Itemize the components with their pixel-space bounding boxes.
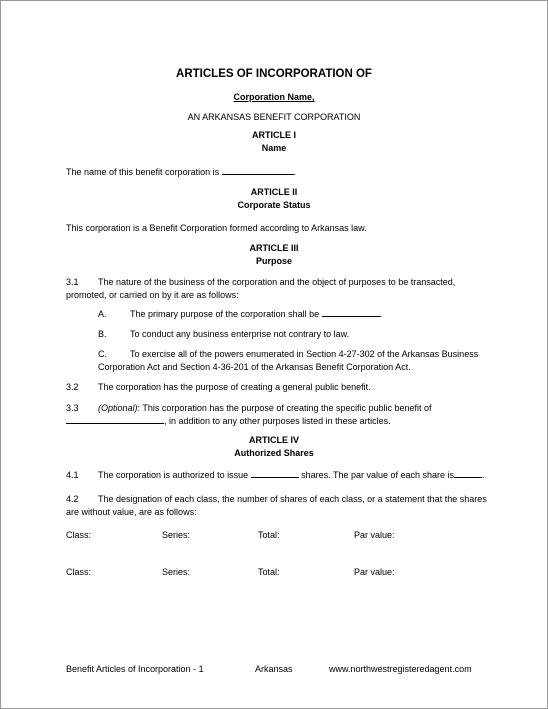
footer-left: Benefit Articles of Incorporation - 1 — [66, 664, 204, 674]
article-2-heading: Corporate Status — [237, 200, 311, 210]
primary-purpose-blank — [322, 308, 380, 317]
article-3-label: ARTICLE III — [249, 243, 299, 253]
article-1-heading: Name — [261, 143, 287, 153]
total-label: Total: — [258, 530, 280, 540]
par-value-label: Par value: — [354, 567, 395, 577]
article-1-text: The name of this benefit corporation is . — [66, 167, 297, 177]
document-title: ARTICLES OF INCORPORATION OF — [176, 68, 372, 80]
document-subtitle: AN ARKANSAS BENEFIT CORPORATION — [187, 112, 361, 122]
article-2-label: ARTICLE II — [250, 187, 298, 197]
section-3-2-text: The corporation has the purpose of creating a general public benefit. — [98, 382, 371, 392]
name-blank — [222, 166, 294, 175]
item-c-line1: To exercise all of the powers enumerated in Section 4-27-302 of the Arkansas Business — [130, 349, 479, 359]
item-a-letter: A. — [98, 309, 107, 319]
section-3-3-line2: , in addition to any other purposes listed in these articles. — [66, 415, 391, 427]
corporation-name: Corporation Name, — [233, 92, 315, 102]
item-a-text: The primary purpose of the corporation shall be . — [130, 309, 383, 319]
footer-state: Arkansas — [255, 664, 293, 674]
par-value-label: Par value: — [354, 530, 395, 540]
section-4-2-number: 4.2 — [66, 494, 79, 504]
total-label: Total: — [258, 567, 280, 577]
article-4-heading: Authorized Shares — [234, 448, 314, 458]
class-label: Class: — [66, 530, 92, 540]
section-3-2-number: 3.2 — [66, 382, 79, 392]
section-4-2-line2: are without value, are as follows: — [66, 507, 197, 517]
item-b-text: To conduct any business enterprise not contrary to law. — [130, 329, 350, 339]
item-c-letter: C. — [98, 349, 107, 359]
item-c-line2: Corporation Act and Section 4-36-201 of the Arkansas Benefit Corporation Act. — [98, 362, 411, 372]
series-label: Series: — [162, 567, 191, 577]
article-4-label: ARTICLE IV — [248, 435, 299, 445]
footer-website: www.northwestregisteredagent.com — [329, 664, 472, 674]
article-1-label: ARTICLE I — [252, 130, 296, 140]
par-value-blank — [454, 469, 482, 478]
section-4-2-line1: The designation of each class, the number of shares of each class, or a statement that the shares — [98, 494, 487, 504]
section-3-1-line1: The nature of the business of the corporation and the object of purposes to be transacted, — [98, 277, 456, 287]
section-3-1-number: 3.1 — [66, 277, 79, 287]
section-3-3-line1: (Optional): This corporation has the purpose of creating the specific public benefit of — [98, 403, 432, 413]
item-b-letter: B. — [98, 329, 107, 339]
section-3-3-number: 3.3 — [66, 403, 79, 413]
article-3-heading: Purpose — [255, 256, 292, 266]
series-label: Series: — [162, 530, 191, 540]
section-4-1-number: 4.1 — [66, 470, 79, 480]
shares-count-blank — [251, 469, 299, 478]
section-4-1-text: The corporation is authorized to issue shares. The par value of each share is . — [98, 470, 485, 480]
section-3-1-line2: promoted, or carried on by it are as follows: — [66, 290, 239, 300]
article-2-text: This corporation is a Benefit Corporation formed according to Arkansas law. — [66, 223, 367, 233]
specific-benefit-blank — [66, 415, 164, 424]
class-label: Class: — [66, 567, 92, 577]
